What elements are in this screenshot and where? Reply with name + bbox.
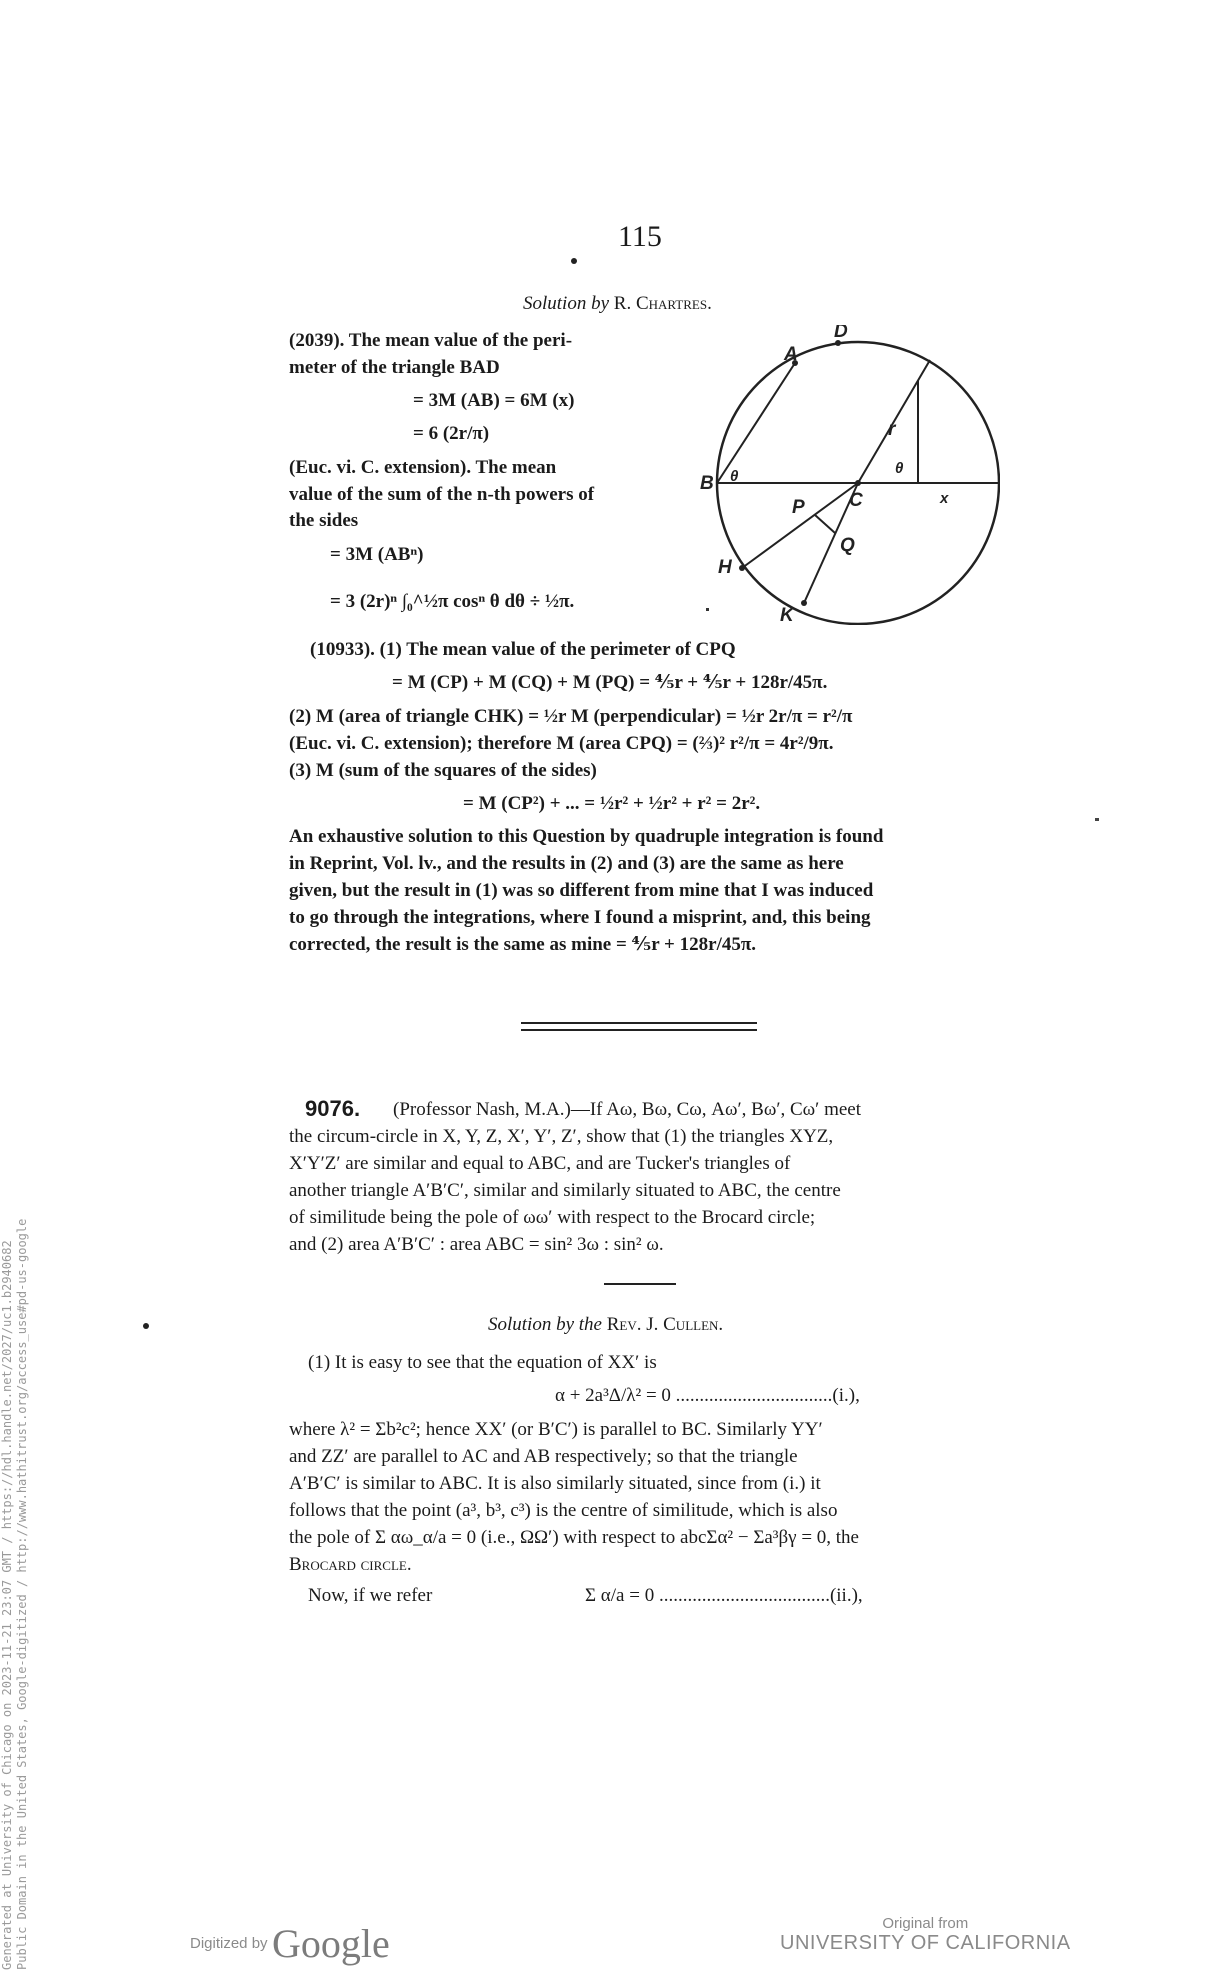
- label-Q: Q: [840, 535, 855, 556]
- point-C: [855, 480, 861, 486]
- p10933-line-5: (3) M (sum of the squares of the sides): [289, 760, 597, 781]
- question-line-1: (Professor Nash, M.A.)—If Aω, Bω, Cω, Aω′, Bω′, Cω′ meet: [393, 1099, 862, 1120]
- solution-line-1: (1) It is easy to see that the equation of XX′ is: [308, 1352, 657, 1373]
- point-H: [739, 565, 745, 571]
- ink-dot: [143, 1323, 149, 1329]
- solution-heading-prefix: Solution by: [523, 293, 610, 314]
- p10933-line-9: given, but the result in (1) was so different from mine that I was induced: [289, 880, 874, 901]
- solution-line-4: and ZZ′ are parallel to AC and AB respectively; so that the triangle: [289, 1446, 798, 1467]
- label-K: K: [780, 605, 794, 625]
- p10933-line-3: (2) M (area of triangle CHK) = ½r M (perpendicular) = ½r 2r/π = r²/π: [289, 706, 853, 727]
- p10933-eq-1: = M (CP) + M (CQ) + M (PQ) = ⅘r + ⅘r + 128r/45π.: [392, 672, 828, 693]
- original-from: [780, 1915, 1071, 1955]
- digitized-by-google: [190, 1920, 390, 1967]
- p2039-eq-3: = 3M (ABⁿ): [330, 544, 424, 565]
- p2039-eq-4: = 3 (2r)ⁿ ∫₀^½π cosⁿ θ dθ ÷ ½π.: [330, 591, 575, 612]
- label-B: B: [700, 473, 714, 494]
- google-logo: Google: [272, 1921, 390, 1966]
- p2039-line-2: meter of the triangle BAD: [289, 357, 500, 378]
- solution-heading: [523, 292, 712, 316]
- question-line-3: X′Y′Z′ are similar and equal to ABC, and are Tucker's triangles of: [289, 1153, 791, 1174]
- solution-line-3: where λ² = Σb²c²; hence XX′ (or B′C′) is parallel to BC. Similarly YY′: [289, 1419, 823, 1440]
- solution-heading-2: [488, 1313, 723, 1337]
- question-line-4: another triangle A′B′C′, similar and similarly situated to ABC, the centre: [289, 1180, 841, 1201]
- question-line-6: and (2) area A′B′C′ : area ABC = sin² 3ω : sin² ω.: [289, 1234, 664, 1255]
- p10933-line-7: An exhaustive solution to this Question by quadruple integration is found: [289, 826, 884, 847]
- p10933-line-1: (10933). (1) The mean value of the perimeter of CPQ: [310, 639, 736, 660]
- original-from-label: Original from: [882, 1915, 969, 1932]
- solution-eq-2: Σ α/a = 0 ....................................(ii.),: [585, 1585, 863, 1606]
- question-line-2: the circum-circle in X, Y, Z, X′, Y′, Z′, show that (1) the triangles XYZ,: [289, 1126, 834, 1147]
- geometry-figure: [700, 325, 1000, 625]
- short-divider: [604, 1283, 676, 1285]
- label-P: P: [792, 497, 805, 518]
- chord-DK: [801, 354, 875, 615]
- p2039-line-5: (Euc. vi. C. extension). The mean: [289, 457, 557, 478]
- p2039-line-1: (2039). The mean value of the peri-: [289, 330, 573, 351]
- pq: [815, 515, 835, 533]
- solution-line-5: A′B′C′ is similar to ABC. It is also similarly situated, since from (i.) it: [289, 1473, 821, 1494]
- solution-line-9: Now, if we refer: [308, 1585, 433, 1606]
- question-line-5: of similitude being the pole of ωω′ with respect to the Brocard circle;: [289, 1207, 816, 1228]
- label-H: H: [718, 557, 732, 578]
- solution-heading-prefix: Solution by the: [488, 1314, 602, 1335]
- hathitrust-margin-note: [0, 1219, 30, 1970]
- label-theta-2: θ: [895, 460, 904, 477]
- p10933-line-8: in Reprint, Vol. lv., and the results in (2) and (3) are the same as here: [289, 853, 844, 874]
- label-theta-1: θ: [730, 468, 739, 485]
- digitized-by-label: Digitized by: [190, 1935, 268, 1952]
- chord-BA: [717, 363, 795, 483]
- solution-line-6: follows that the point (a³, b³, c³) is the centre of similitude, which is also: [289, 1500, 838, 1521]
- ink-dot: [1095, 818, 1099, 821]
- p2039-eq-1: = 3M (AB) = 6M (x): [413, 390, 575, 411]
- p10933-line-10: to go through the integrations, where I found a misprint, and, this being: [289, 907, 871, 928]
- question-number: 9076.: [305, 1096, 361, 1121]
- margin-note-line-1: Generated at University of Chicago on 2023-11-21 23:07 GMT / https://hdl.handle.net/2027/uc1.b2940682: [0, 1240, 14, 1970]
- point-K: [801, 600, 807, 606]
- page-number: 115: [618, 220, 662, 253]
- label-r: r: [888, 419, 896, 440]
- ink-dot: [706, 608, 709, 611]
- university-name: UNIVERSITY OF CALIFORNIA: [780, 1932, 1071, 1954]
- label-C: C: [849, 490, 863, 511]
- p10933-eq-2: = M (CP²) + ... = ½r² + ½r² + r² = 2r².: [463, 793, 761, 814]
- margin-note-line-2: Public Domain in the United States, Google-digitized / http://www.hathitrust.org/access_use#pd-us-google: [15, 1218, 29, 1970]
- solution-line-7: the pole of Σ αω_α/a = 0 (i.e., ΩΩ′) with respect to abcΣα² − Σa³βγ = 0, the: [289, 1527, 859, 1548]
- label-D: D: [834, 325, 848, 342]
- p10933-line-4: (Euc. vi. C. extension); therefore M (area CPQ) = (⅔)² r²/π = 4r²/9π.: [289, 733, 834, 754]
- solution-author: R. Chartres.: [613, 293, 712, 314]
- p2039-line-7: the sides: [289, 510, 359, 531]
- section-divider-bottom: [521, 1029, 757, 1031]
- solution-line-8: Brocard circle.: [289, 1554, 412, 1575]
- ink-dot: [571, 258, 577, 264]
- p2039-eq-2: = 6 (2r/π): [413, 423, 490, 444]
- p10933-line-11: corrected, the result is the same as mine = ⅘r + 128r/45π.: [289, 934, 757, 955]
- section-divider-top: [521, 1022, 757, 1024]
- solution-eq-1: α + 2a³Δ/λ² = 0 .................................(i.),: [555, 1385, 860, 1406]
- label-x: x: [940, 490, 949, 507]
- solution-author: Rev. J. Cullen.: [606, 1314, 724, 1335]
- label-A: A: [784, 344, 798, 365]
- p2039-line-6: value of the sum of the n-th powers of: [289, 484, 595, 505]
